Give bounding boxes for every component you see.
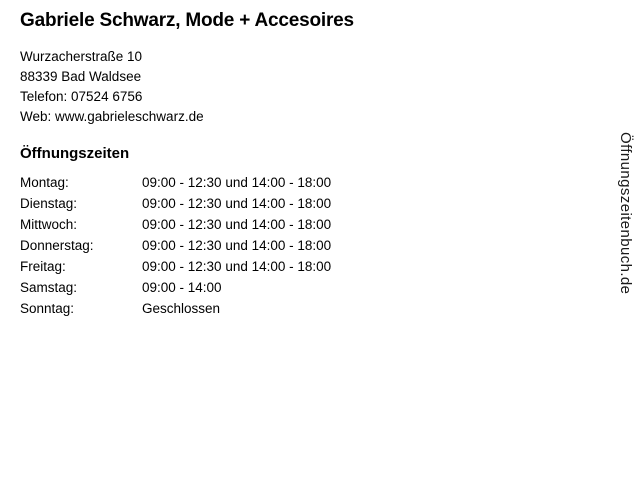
table-row	[20, 259, 331, 280]
day-label: Freitag:	[20, 258, 66, 274]
page-title: Gabriele Schwarz, Mode + Accesoires	[20, 10, 354, 31]
address-city: 88339 Bad Waldsee	[20, 68, 142, 84]
hours-value: 09:00 - 12:30 und 14:00 - 18:00	[142, 258, 332, 274]
table-row	[20, 175, 331, 196]
website-line: Web: www.gabrieleschwarz.de	[20, 108, 204, 124]
table-row	[20, 196, 331, 217]
business-info-block	[20, 10, 600, 322]
day-label: Dienstag:	[20, 195, 78, 211]
table-row	[20, 217, 331, 238]
watermark-brand-label: Öffnungszeitenbuch.de	[617, 132, 634, 295]
day-label: Donnerstag:	[20, 237, 94, 253]
hours-value: 09:00 - 14:00	[142, 279, 222, 295]
hours-value: Geschlossen	[142, 300, 221, 316]
table-row	[20, 280, 331, 301]
hours-value: 09:00 - 12:30 und 14:00 - 18:00	[142, 174, 332, 190]
opening-hours-heading: Öffnungszeiten	[20, 144, 130, 162]
address-block	[20, 47, 600, 127]
day-label: Samstag:	[20, 279, 78, 295]
phone-line: Telefon: 07524 6756	[20, 88, 143, 104]
table-row	[20, 238, 331, 259]
table-row	[20, 301, 331, 322]
day-label: Montag:	[20, 174, 69, 190]
day-label: Sonntag:	[20, 300, 75, 316]
hours-value: 09:00 - 12:30 und 14:00 - 18:00	[142, 195, 332, 211]
hours-value: 09:00 - 12:30 und 14:00 - 18:00	[142, 237, 332, 253]
day-label: Mittwoch:	[20, 216, 78, 232]
opening-hours-table	[20, 175, 331, 322]
address-street: Wurzacherstraße 10	[20, 48, 143, 64]
hours-value: 09:00 - 12:30 und 14:00 - 18:00	[142, 216, 332, 232]
